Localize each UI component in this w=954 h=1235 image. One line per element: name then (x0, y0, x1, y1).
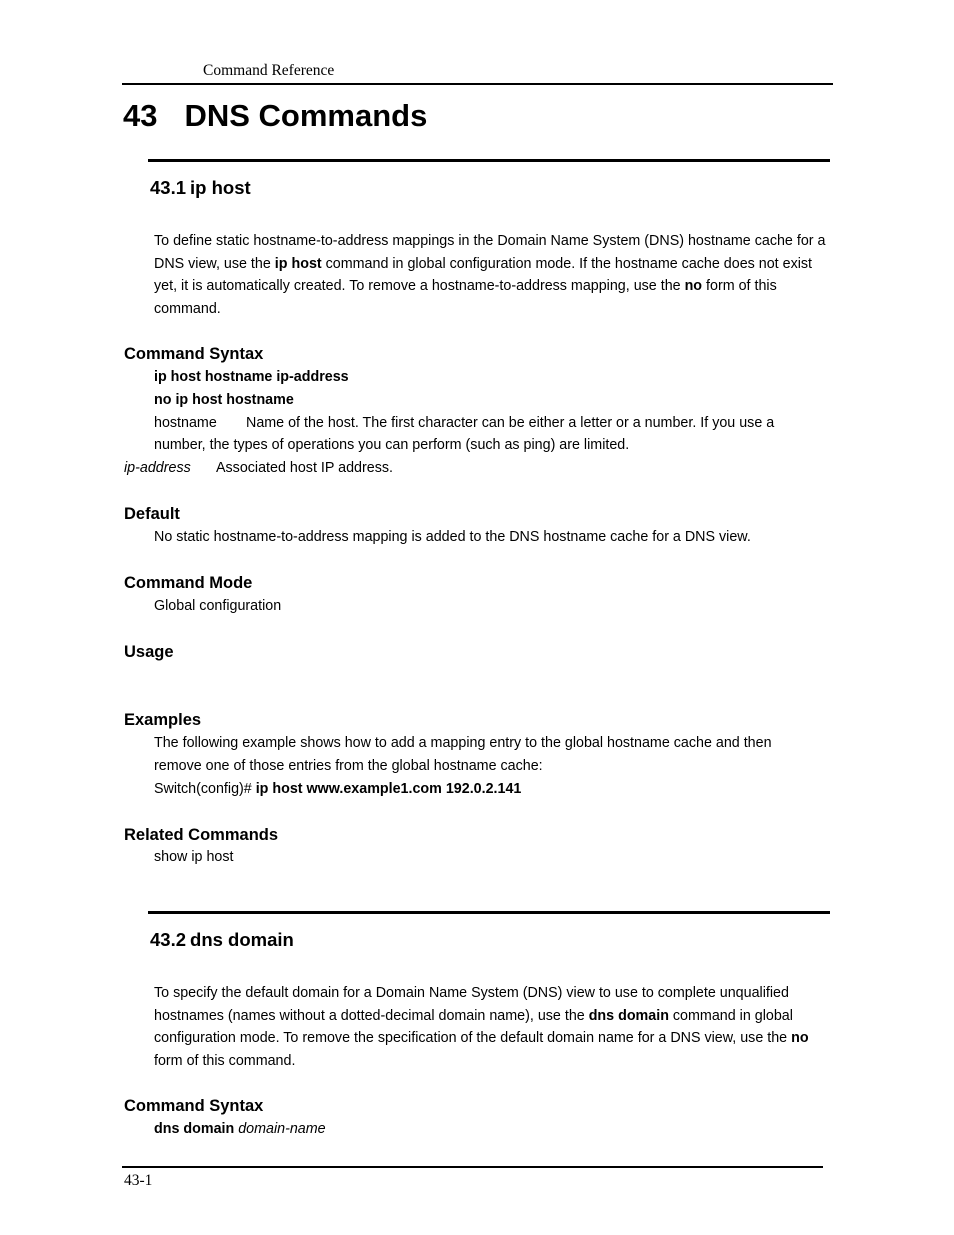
param-description: Name of the host. The first character can be either a letter or a number. If you use a (246, 415, 775, 431)
param-description: number, the types of operations you can perform (such as ping) are limited. (154, 437, 630, 453)
examples-heading: Examples (124, 711, 202, 729)
section-title: ip host (190, 177, 251, 198)
inline-command: ip host (274, 255, 322, 272)
section-rule (148, 911, 830, 914)
examples-text: remove one of those entries from the global hostname cache: (154, 758, 543, 774)
section-heading (150, 177, 251, 199)
section-number: 43.2 (150, 929, 187, 950)
example-command-text: ip host www.example1.com 192.0.2.141 (251, 781, 522, 797)
default-heading: Default (124, 505, 180, 523)
chapter-title (123, 98, 427, 134)
inline-command: dns domain (588, 1007, 669, 1024)
running-header: Command Reference (203, 62, 335, 79)
chapter-title-text: DNS Commands (184, 98, 428, 133)
param-description: Associated host IP address. (216, 460, 393, 476)
section-number: 43.1 (150, 177, 187, 198)
param-name: ip-address (124, 460, 191, 476)
related-commands-heading: Related Commands (124, 826, 279, 844)
syntax-command: dns domain (154, 1121, 235, 1137)
page-number: 43-1 (124, 1172, 153, 1189)
param-name: hostname (154, 415, 217, 431)
syntax-line: ip host hostname ip-address (154, 369, 349, 385)
command-syntax-heading: Command Syntax (124, 345, 264, 363)
chapter-number: 43 (123, 98, 158, 133)
example-command (154, 781, 521, 797)
command-mode-heading: Command Mode (124, 574, 253, 592)
related-commands-text: show ip host (154, 849, 234, 865)
example-prompt: Switch(config)# (154, 781, 252, 797)
examples-text: The following example shows how to add a mapping entry to the global hostname cache and then (154, 735, 772, 751)
syntax-line: no ip host hostname (154, 392, 294, 408)
syntax-line (154, 1121, 326, 1137)
section-intro: To define static hostname-to-address mappings in the Domain Name System (DNS) hostname cache for a DNS view, use the ip host command in global configuration mode. If the hostname cache does not exist yet, it is automatically created. To remove a hostname-to-address mapping, use the no form of this command. (154, 233, 826, 318)
section-rule (148, 159, 830, 162)
section-heading (150, 929, 294, 951)
default-text: No static hostname-to-address mapping is added to the DNS hostname cache for a DNS view. (154, 529, 751, 545)
inline-keyword: no (791, 1030, 809, 1047)
syntax-argument: domain-name (234, 1121, 326, 1137)
inline-keyword: no (684, 278, 703, 295)
header-rule (122, 83, 833, 85)
command-syntax-heading: Command Syntax (124, 1097, 264, 1115)
section-intro: To specify the default domain for a Domain Name System (DNS) view to use to complete unqualified hostnames (names without a dotted-decimal domain name), use the dns domain command in global configuration mode. To remove the specification of the default domain name for a DNS view, use the no form of this command. (154, 985, 809, 1070)
footer-rule (122, 1166, 823, 1168)
usage-heading: Usage (124, 643, 174, 661)
command-mode-text: Global configuration (154, 598, 282, 614)
section-title: dns domain (190, 929, 294, 950)
